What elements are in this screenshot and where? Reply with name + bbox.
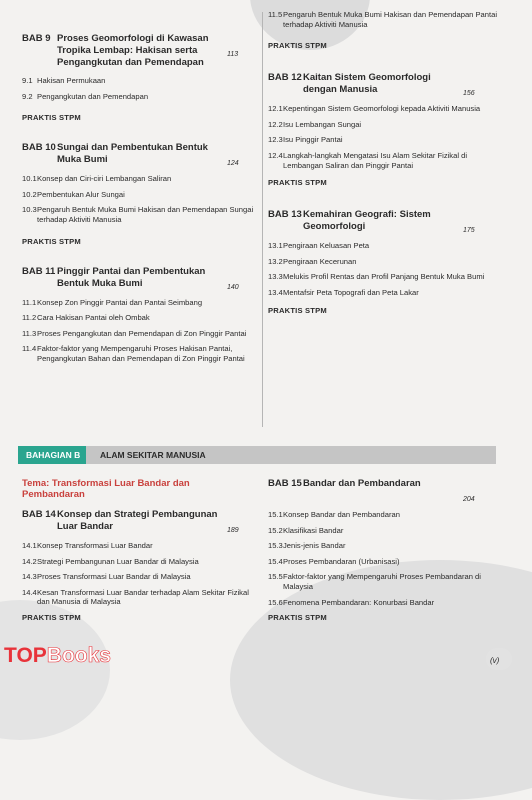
item-number: 13.1 (268, 241, 283, 251)
item-text: Pengiraan Kecerunan (283, 256, 357, 266)
item-text: Pengaruh Bentuk Muka Bumi Hakisan dan Pemendapan Sungai terhadap Aktiviti Manusia (37, 205, 254, 224)
list-item (268, 541, 498, 551)
item-text: Isu Pinggir Pantai (283, 135, 343, 145)
item-text: Proses Pembandaran (Urbanisasi) (283, 556, 400, 566)
chapter-block (268, 478, 498, 622)
chapter-title: Kaitan Sistem Geomorfologi dengan Manusia (303, 72, 431, 96)
chapter-title: Proses Geomorfologi di Kawasan Tropika Lembap: Hakisan serta Pengangkutan dan Pemendapan (57, 33, 209, 68)
left-column-top (22, 33, 254, 370)
right-column-top (268, 10, 498, 337)
banner-title: ALAM SEKITAR MANUSIA (100, 450, 206, 460)
chapter-block (22, 142, 254, 245)
item-text: Pengaruh Bentuk Muka Bumi Hakisan dan Pemendapan Pantai terhadap Aktiviti Manusia (283, 10, 498, 29)
item-number: 15.6 (268, 597, 283, 607)
item-text: Konsep Bandar dan Pembandaran (283, 510, 400, 519)
item-text: Pengiraan Keluasan Peta (283, 241, 370, 251)
list-item (268, 510, 498, 520)
list-item (22, 92, 254, 102)
list-item (268, 10, 498, 29)
list-item (268, 120, 498, 130)
item-number: 11.4 (22, 344, 37, 354)
item-text: Proses Pengangkutan dan Pemendapan di Zon Pinggir Pantai (37, 328, 247, 338)
praktis-stpm: PRAKTIS STPM (22, 236, 81, 246)
chapter-number: BAB 10 (22, 142, 56, 154)
chapter-title: Pinggir Pantai dan Pembentukan Bentuk Muka Bumi (57, 265, 206, 289)
chapter-number: BAB 15 (268, 478, 302, 489)
item-number: 11.2 (22, 313, 37, 323)
item-number: 10.1 (22, 174, 37, 184)
chapter-number: BAB 13 (268, 209, 302, 221)
item-text: Pembentukan Alur Sungai (37, 189, 125, 199)
right-column-bottom (268, 478, 498, 644)
list-item (22, 313, 254, 323)
item-text: Cara Hakisan Pantai oleh Ombak (37, 313, 150, 323)
logo-top: TOP (4, 644, 47, 667)
item-number: 11.3 (22, 328, 37, 338)
chapter-block (268, 209, 498, 314)
list-item (22, 588, 254, 607)
praktis-stpm: PRAKTIS STPM (22, 612, 81, 622)
praktis-stpm: PRAKTIS STPM (268, 613, 327, 623)
item-number: 9.1 (22, 76, 33, 85)
praktis-stpm: PRAKTIS STPM (268, 41, 327, 51)
item-number: 12.4 (268, 150, 283, 160)
item-text: Melukis Profil Rentas dan Profil Panjang Bentuk Muka Bumi (283, 272, 485, 282)
column-divider (262, 12, 263, 427)
item-number: 13.3 (268, 272, 283, 282)
item-number: 9.2 (22, 91, 33, 101)
chapter-heading (268, 209, 498, 234)
chapter-page: 175 (463, 227, 475, 235)
list-item (268, 572, 498, 591)
item-text: Pengangkutan dan Pemendapan (37, 91, 149, 101)
item-text: Konsep dan Ciri-ciri Lembangan Saliran (37, 174, 172, 184)
item-number: 15.3 (268, 541, 283, 551)
item-number: 10.2 (22, 189, 37, 199)
list-item (22, 298, 254, 308)
chapter-title: Bandar dan Pembandaran (303, 478, 421, 489)
item-number: 15.4 (268, 556, 283, 566)
item-text: Kepentingan Sistem Geomorfologi kepada Aktiviti Manusia (283, 104, 481, 114)
chapter-number: BAB 14 (22, 509, 56, 520)
list-item (268, 241, 498, 251)
item-text: Strategi Pembangunan Luar Bandar di Malaysia (37, 556, 199, 566)
item-text: Proses Transformasi Luar Bandar di Malaysia (37, 572, 191, 582)
chapter-heading (22, 142, 254, 167)
praktis-stpm: PRAKTIS STPM (268, 305, 327, 315)
item-text: Faktor-faktor yang Mempengaruhi Proses Hakisan Pantai, Pengangkutan Bahan dan Pemendapan di Zon Pinggir Pantai (37, 344, 245, 363)
list-item (22, 329, 254, 339)
item-text: Konsep Transformasi Luar Bandar (37, 541, 153, 550)
chapter-number: BAB 9 (22, 33, 51, 44)
chapter-heading (268, 478, 498, 503)
item-number: 15.1 (268, 510, 283, 519)
left-column-bottom (22, 478, 254, 644)
item-number: 14.2 (22, 556, 37, 566)
page-number: (v) (490, 656, 500, 665)
list-item (268, 288, 498, 298)
chapter-page: 140 (227, 283, 239, 291)
chapter-heading (22, 509, 254, 534)
item-number: 11.5 (268, 10, 283, 19)
item-number: 14.4 (22, 587, 37, 597)
section-banner (18, 446, 496, 464)
chapter-title: Sungai dan Pembentukan Bentuk Muka Bumi (57, 142, 208, 166)
list-item (22, 205, 254, 224)
chapter-page: 113 (227, 51, 239, 58)
theme-heading: Tema: Transformasi Luar Bandar dan Pembandaran (22, 478, 190, 500)
chapter-title: Kemahiran Geografi: Sistem Geomorfologi (303, 209, 431, 233)
chapter-block (22, 509, 254, 622)
item-number: 12.3 (268, 135, 283, 145)
chapter-number: BAB 11 (22, 265, 56, 277)
item-number: 15.5 (268, 572, 283, 582)
item-text: Faktor-faktor yang Mempengaruhi Proses Pembandaran di Malaysia (283, 572, 481, 591)
list-item (22, 344, 254, 363)
praktis-stpm: PRAKTIS STPM (22, 113, 81, 123)
chapter-number: BAB 12 (268, 72, 302, 84)
chapter-block (22, 266, 254, 364)
chapter-heading (22, 266, 254, 291)
chapter-heading (268, 72, 498, 97)
list-item (22, 76, 254, 86)
chapter-block (22, 33, 254, 122)
item-number: 15.2 (268, 525, 283, 535)
item-text: Mentafsir Peta Topografi dan Peta Lakar (283, 287, 419, 297)
chapter-page: 204 (463, 496, 475, 503)
item-number: 13.4 (268, 287, 283, 297)
item-text: Konsep Zon Pinggir Pantai dan Pantai Seimbang (37, 297, 203, 307)
chapter-page: 156 (463, 90, 475, 98)
chapter-page: 124 (227, 160, 239, 168)
topbooks-logo (4, 644, 111, 668)
item-number: 14.3 (22, 572, 37, 582)
item-text: Kesan Transformasi Luar Bandar terhadap Alam Sekitar Fizikal dan Manusia di Malaysia (37, 587, 249, 607)
list-item (268, 272, 498, 282)
list-item (268, 151, 498, 170)
item-number: 12.1 (268, 104, 283, 114)
chapter-heading (22, 33, 254, 69)
item-text: Hakisan Permukaan (37, 76, 106, 85)
item-number: 14.1 (22, 541, 37, 550)
list-item (268, 135, 498, 145)
chapter-block (268, 72, 498, 187)
list-item (22, 557, 254, 567)
list-item (268, 257, 498, 267)
item-number: 12.2 (268, 119, 283, 129)
item-number: 13.2 (268, 256, 283, 266)
list-item (268, 526, 498, 536)
item-number: 11.1 (22, 297, 37, 307)
list-item (268, 557, 498, 567)
item-text: Langkah-langkah Mengatasi Isu Alam Sekitar Fizikal di Lembangan Saliran dan Pinggir Pantai (283, 150, 468, 170)
chapter-page: 189 (227, 527, 239, 534)
logo-books: Books (46, 644, 111, 667)
list-item (22, 174, 254, 184)
list-item (22, 572, 254, 582)
item-text: Isu Lembangan Sungai (283, 119, 362, 129)
list-item (268, 598, 498, 608)
chapter-title: Konsep dan Strategi Pembangunan Luar Bandar (57, 509, 218, 532)
banner-tag: BAHAGIAN B (18, 446, 86, 464)
item-number: 10.3 (22, 205, 37, 215)
list-item (22, 541, 254, 551)
list-item (22, 190, 254, 200)
praktis-stpm: PRAKTIS STPM (268, 178, 327, 188)
item-text: Klasifikasi Bandar (283, 525, 344, 535)
item-text: Jenis-jenis Bandar (283, 541, 346, 551)
list-item (268, 104, 498, 114)
item-text: Fenomena Pembandaran: Konurbasi Bandar (283, 597, 435, 607)
